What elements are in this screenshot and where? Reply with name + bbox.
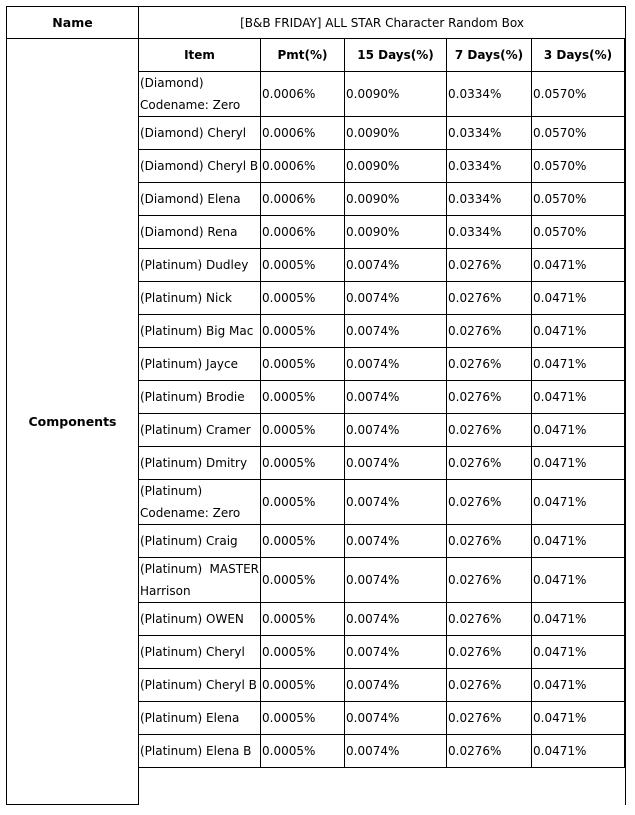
days3-cell: 0.0471% xyxy=(532,636,625,669)
days3-cell: 0.0471% xyxy=(532,348,625,381)
pmt-cell: 0.0005% xyxy=(261,603,345,636)
days15-cell: 0.0090% xyxy=(345,117,447,150)
days7-cell: 0.0276% xyxy=(447,735,532,768)
components-table xyxy=(138,38,625,768)
table-row xyxy=(139,525,625,558)
table-row xyxy=(139,480,625,525)
item-cell: (Diamond) Rena xyxy=(139,216,261,249)
days3-cell: 0.0471% xyxy=(532,315,625,348)
days7-cell: 0.0276% xyxy=(447,249,532,282)
pmt-cell: 0.0005% xyxy=(261,702,345,735)
days7-cell: 0.0276% xyxy=(447,480,532,525)
table-row xyxy=(139,414,625,447)
components-label: Components xyxy=(7,39,139,805)
name-row xyxy=(7,7,626,39)
days7-cell: 0.0276% xyxy=(447,447,532,480)
pmt-cell: 0.0005% xyxy=(261,381,345,414)
days15-cell: 0.0074% xyxy=(345,414,447,447)
pmt-cell: 0.0005% xyxy=(261,480,345,525)
random-box-table xyxy=(6,6,626,805)
pmt-cell: 0.0005% xyxy=(261,558,345,603)
days3-cell: 0.0570% xyxy=(532,183,625,216)
days15-cell: 0.0074% xyxy=(345,558,447,603)
col-header-pmt: Pmt(%) xyxy=(261,39,345,72)
pmt-cell: 0.0005% xyxy=(261,249,345,282)
item-cell: (Diamond) Cheryl xyxy=(139,117,261,150)
days3-cell: 0.0471% xyxy=(532,525,625,558)
components-header-row xyxy=(139,39,625,72)
days3-cell: 0.0471% xyxy=(532,669,625,702)
days7-cell: 0.0334% xyxy=(447,72,532,117)
item-cell: (Platinum) Jayce xyxy=(139,348,261,381)
item-cell: (Platinum) Nick xyxy=(139,282,261,315)
item-cell: (Diamond) Elena xyxy=(139,183,261,216)
days7-cell: 0.0334% xyxy=(447,183,532,216)
days7-cell: 0.0334% xyxy=(447,216,532,249)
days15-cell: 0.0074% xyxy=(345,525,447,558)
pmt-cell: 0.0005% xyxy=(261,525,345,558)
components-content xyxy=(139,39,626,805)
components-row xyxy=(7,39,626,805)
pmt-cell: 0.0005% xyxy=(261,348,345,381)
days15-cell: 0.0074% xyxy=(345,447,447,480)
item-cell: (Platinum) Big Mac xyxy=(139,315,261,348)
table-row xyxy=(139,216,625,249)
days7-cell: 0.0276% xyxy=(447,669,532,702)
days3-cell: 0.0570% xyxy=(532,72,625,117)
name-label: Name xyxy=(7,7,139,39)
days15-cell: 0.0074% xyxy=(345,381,447,414)
days15-cell: 0.0090% xyxy=(345,216,447,249)
days15-cell: 0.0090% xyxy=(345,150,447,183)
item-cell: (Platinum) Dmitry xyxy=(139,447,261,480)
col-header-15-days: 15 Days(%) xyxy=(345,39,447,72)
table-row xyxy=(139,183,625,216)
pmt-cell: 0.0005% xyxy=(261,735,345,768)
item-cell: (Platinum) Cheryl xyxy=(139,636,261,669)
days15-cell: 0.0074% xyxy=(345,348,447,381)
item-cell: (Diamond) Cheryl B xyxy=(139,150,261,183)
item-cell: (Platinum) Cheryl B xyxy=(139,669,261,702)
pmt-cell: 0.0005% xyxy=(261,282,345,315)
days3-cell: 0.0471% xyxy=(532,381,625,414)
table-row xyxy=(139,348,625,381)
days7-cell: 0.0276% xyxy=(447,525,532,558)
table-row xyxy=(139,702,625,735)
days3-cell: 0.0471% xyxy=(532,702,625,735)
days7-cell: 0.0276% xyxy=(447,636,532,669)
pmt-cell: 0.0006% xyxy=(261,183,345,216)
days7-cell: 0.0276% xyxy=(447,282,532,315)
days3-cell: 0.0570% xyxy=(532,150,625,183)
days7-cell: 0.0276% xyxy=(447,603,532,636)
box-name: [B&B FRIDAY] ALL STAR Character Random Box xyxy=(139,7,626,39)
table-row xyxy=(139,669,625,702)
pmt-cell: 0.0006% xyxy=(261,72,345,117)
item-cell: (Platinum) Elena xyxy=(139,702,261,735)
item-cell: (Platinum) Codename: Zero xyxy=(139,480,261,525)
item-cell: (Platinum) Dudley xyxy=(139,249,261,282)
days3-cell: 0.0471% xyxy=(532,603,625,636)
table-row xyxy=(139,447,625,480)
item-cell: (Platinum) OWEN xyxy=(139,603,261,636)
pmt-cell: 0.0006% xyxy=(261,216,345,249)
table-row xyxy=(139,381,625,414)
item-cell: (Platinum) MASTER Harrison xyxy=(139,558,261,603)
days3-cell: 0.0570% xyxy=(532,117,625,150)
pmt-cell: 0.0005% xyxy=(261,669,345,702)
table-row xyxy=(139,735,625,768)
days7-cell: 0.0276% xyxy=(447,315,532,348)
pmt-cell: 0.0005% xyxy=(261,636,345,669)
col-header-3-days: 3 Days(%) xyxy=(532,39,625,72)
days3-cell: 0.0471% xyxy=(532,282,625,315)
item-cell: (Diamond) Codename: Zero xyxy=(139,72,261,117)
days7-cell: 0.0276% xyxy=(447,348,532,381)
days15-cell: 0.0074% xyxy=(345,480,447,525)
days15-cell: 0.0074% xyxy=(345,669,447,702)
days15-cell: 0.0074% xyxy=(345,315,447,348)
col-header-7-days: 7 Days(%) xyxy=(447,39,532,72)
item-cell: (Platinum) Cramer xyxy=(139,414,261,447)
days15-cell: 0.0090% xyxy=(345,183,447,216)
pmt-cell: 0.0005% xyxy=(261,414,345,447)
item-cell: (Platinum) Brodie xyxy=(139,381,261,414)
table-row xyxy=(139,558,625,603)
days7-cell: 0.0276% xyxy=(447,414,532,447)
days15-cell: 0.0074% xyxy=(345,636,447,669)
days15-cell: 0.0074% xyxy=(345,702,447,735)
days3-cell: 0.0471% xyxy=(532,447,625,480)
col-header-item: Item xyxy=(139,39,261,72)
days7-cell: 0.0276% xyxy=(447,381,532,414)
pmt-cell: 0.0006% xyxy=(261,150,345,183)
days15-cell: 0.0074% xyxy=(345,249,447,282)
table-row xyxy=(139,249,625,282)
days3-cell: 0.0570% xyxy=(532,216,625,249)
table-row xyxy=(139,603,625,636)
item-cell: (Platinum) Elena B xyxy=(139,735,261,768)
table-row xyxy=(139,72,625,117)
days15-cell: 0.0074% xyxy=(345,603,447,636)
table-row xyxy=(139,117,625,150)
days15-cell: 0.0074% xyxy=(345,282,447,315)
days3-cell: 0.0471% xyxy=(532,735,625,768)
days3-cell: 0.0471% xyxy=(532,414,625,447)
pmt-cell: 0.0005% xyxy=(261,447,345,480)
days7-cell: 0.0276% xyxy=(447,702,532,735)
pmt-cell: 0.0006% xyxy=(261,117,345,150)
days3-cell: 0.0471% xyxy=(532,558,625,603)
days3-cell: 0.0471% xyxy=(532,480,625,525)
days15-cell: 0.0074% xyxy=(345,735,447,768)
table-row xyxy=(139,636,625,669)
pmt-cell: 0.0005% xyxy=(261,315,345,348)
item-cell: (Platinum) Craig xyxy=(139,525,261,558)
table-row xyxy=(139,282,625,315)
days3-cell: 0.0471% xyxy=(532,249,625,282)
table-row xyxy=(139,315,625,348)
table-row xyxy=(139,150,625,183)
days7-cell: 0.0334% xyxy=(447,117,532,150)
days15-cell: 0.0090% xyxy=(345,72,447,117)
days7-cell: 0.0334% xyxy=(447,150,532,183)
days7-cell: 0.0276% xyxy=(447,558,532,603)
